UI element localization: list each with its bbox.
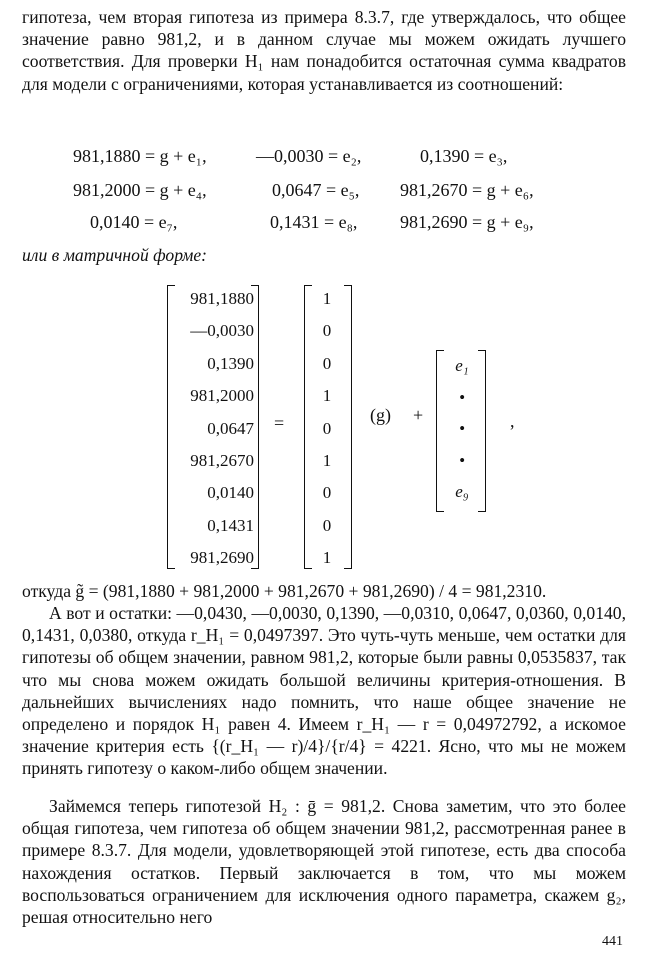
matrix-entry: 0,1431 xyxy=(207,515,254,535)
equation: 0,0647 = e₅, xyxy=(272,180,360,200)
matrix-entry: 981,2690 xyxy=(190,548,254,568)
equation: 981,2690 = g + e₉, xyxy=(400,212,534,232)
matrix-entry: 0,0647 xyxy=(207,418,254,438)
matrix-entry: 981,2670 xyxy=(190,451,254,471)
y-vector xyxy=(176,283,254,575)
matrix-entry: 1 xyxy=(322,451,332,471)
matrix-entry: 981,2000 xyxy=(190,386,254,406)
matrix-entry: • xyxy=(459,419,465,438)
matrix-entry: 0 xyxy=(322,418,332,438)
equation: 0,0140 = e₇, xyxy=(90,212,178,232)
paragraph-hypothesis-h2: Займемся теперь гипотезой H₂ : ḡ = 981,2. Снова заметим, что это более общая гипотеза, чем гипотеза об общем значении 981,2, рассмотренная ранее в примере 8.3.7. Для модели, удовлетворяющей этой гипотезе, есть два способа нахождения остатков. Первый заключается в том, что мы можем воспользоваться ограничением для исключения одного параметра, скажем g₂, решая относительно него xyxy=(22,796,626,928)
matrix-entry: 0 xyxy=(322,483,332,503)
matrix-entry: 981,1880 xyxy=(190,289,254,308)
equation: 981,1880 = g + e₁, xyxy=(73,146,207,166)
matrix-entry: 0,1390 xyxy=(207,353,254,373)
page-number: 441 xyxy=(602,934,623,949)
matrix-intro: или в матричной форме: xyxy=(22,245,208,265)
matrix-entry: 0,0140 xyxy=(207,483,254,503)
matrix-entry: —0,0030 xyxy=(190,321,254,341)
e-vector xyxy=(447,350,477,508)
matrix-entry: 1 xyxy=(322,548,332,568)
matrix-entry: 0 xyxy=(322,321,332,341)
bracket-left xyxy=(436,350,444,512)
x-vector xyxy=(314,283,340,575)
paragraph-intro: гипотеза, чем вторая гипотеза из примера 8.3.7, где утверждалось, что общее значение равно 981,2, и в данном случае мы можем ожидать лучшего соответствия. Для проверки H₁ нам понадобится остаточная сумма квадратов для модели с ограничениями, которая устанавливается из соотношений: xyxy=(22,7,626,94)
matrix-entry: e₁ xyxy=(455,356,469,375)
parameter-g: (g) xyxy=(370,405,391,425)
matrix-entry: 0 xyxy=(322,353,332,373)
bracket-left xyxy=(167,285,175,569)
plus-sign: + xyxy=(413,405,424,425)
matrix-entry: • xyxy=(459,387,465,407)
paragraph-otkuda: откуда g̃ = (981,1880 + 981,2000 + 981,2670 + 981,2690) / 4 = 981,2310. xyxy=(22,581,547,601)
matrix-entry: e₉ xyxy=(455,482,469,501)
matrix-entry: 1 xyxy=(322,386,332,406)
equation: 981,2000 = g + e₄, xyxy=(73,180,207,200)
equals-sign: = xyxy=(274,413,285,433)
bracket-left xyxy=(304,285,312,569)
bracket-right xyxy=(344,285,352,569)
matrix-entry: 1 xyxy=(322,289,332,308)
equation: 981,2670 = g + e₆, xyxy=(400,180,534,200)
trailing-comma: , xyxy=(510,411,515,431)
matrix-entry: • xyxy=(459,450,465,470)
equation: —0,0030 = e₂, xyxy=(256,146,362,166)
equation: 0,1431 = e₈, xyxy=(270,212,358,232)
bracket-right xyxy=(478,350,486,512)
paragraph-residuals: А вот и остатки: —0,0430, —0,0030, 0,1390, —0,0310, 0,0647, 0,0360, 0,0140, 0,1431, 0,0380, откуда r_H₁ = 0,0497397. Это чуть-чуть меньше, чем остатки для гипотезы об общем значении, равном 981,2, которые были равны 0,0535837, так что мы снова можем ожидать большой величины критерия-отношения. В дальнейших вычислениях надо помнить, что наше общее значение не определено и порядок H₁ равен 4. Имеем r_H₁ — r = 0,04972792, а искомое значение критерия есть {(r_H₁ — r)/4}/{r/4} = 4221. Ясно, что мы не можем принять гипотезу о каком-либо общем значении. xyxy=(22,603,626,779)
matrix-entry: 0 xyxy=(322,515,332,535)
equation: 0,1390 = e₃, xyxy=(420,146,508,166)
